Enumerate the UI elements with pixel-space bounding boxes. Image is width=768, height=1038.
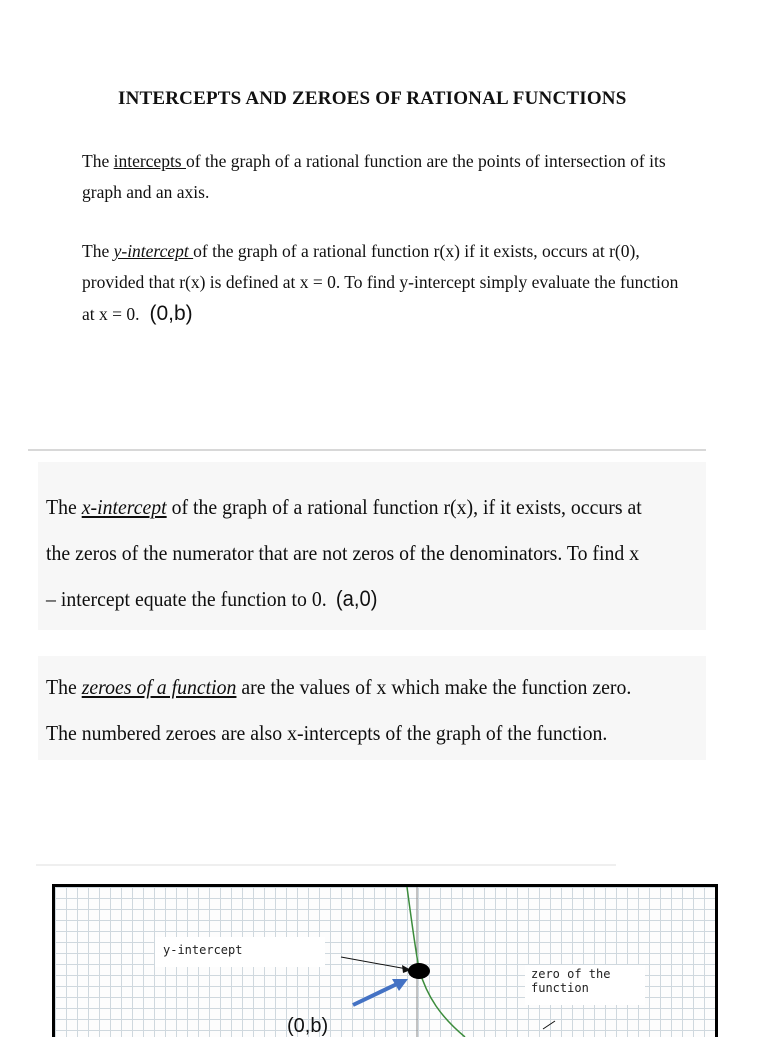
x-intercept-term: x-intercept — [81, 495, 167, 519]
intercepts-text-2: of the graph of a rational function are the points of intersection of its graph and an axis. — [82, 151, 666, 202]
y-intercept-text-2: of the graph of a rational function r(x) if it exists, occurs at r(0), provided that r(x) is defined at x = 0. To find y-intercept simply evaluate the function at x = 0. — [82, 241, 679, 324]
intercept-point — [408, 963, 430, 979]
y-intercept-text-1: The — [82, 241, 114, 261]
section-divider — [28, 449, 706, 451]
y-intercept-callout: (0,b) — [149, 302, 193, 325]
page-title: INTERCEPTS AND ZEROES OF RATIONAL FUNCTIONS — [118, 88, 627, 109]
zeroes-paragraph — [46, 664, 644, 756]
partial-callout: (0,b) — [287, 1015, 329, 1037]
y-intercept-term: y-intercept — [113, 241, 194, 261]
y-intercept-paragraph — [82, 236, 682, 330]
zeroes-text-2: are the values of x which make the function zero. The numbered zeroes are also x-intercepts of the graph of the function. — [46, 675, 632, 745]
zeroes-term: zeroes of a function — [81, 675, 237, 699]
graph-figure — [52, 884, 718, 1037]
intercepts-text-1: The — [82, 151, 114, 171]
y-intercept-label: y-intercept — [155, 937, 325, 967]
graph-svg — [55, 887, 715, 1037]
intercepts-paragraph — [82, 146, 682, 208]
x-intercept-text-1: The — [46, 495, 82, 519]
x-intercept-callout: (a,0) — [335, 586, 378, 611]
scan-strip — [36, 864, 616, 866]
zero-label: zero of the function — [525, 965, 645, 1005]
intercepts-term: intercepts — [113, 151, 186, 171]
y-intercept-pointer — [341, 957, 407, 969]
x-intercept-paragraph — [46, 484, 644, 622]
x-intercept-text-2: of the graph of a rational function r(x), if it exists, occurs at the zeros of the numerator that are not zeros of the denominators. To find x – intercept equate the function to 0. — [46, 495, 642, 611]
zero-pointer — [543, 1021, 555, 1029]
blue-arrow-shaft — [353, 983, 399, 1005]
function-curve — [407, 887, 465, 1037]
zeroes-text-1: The — [46, 675, 82, 699]
